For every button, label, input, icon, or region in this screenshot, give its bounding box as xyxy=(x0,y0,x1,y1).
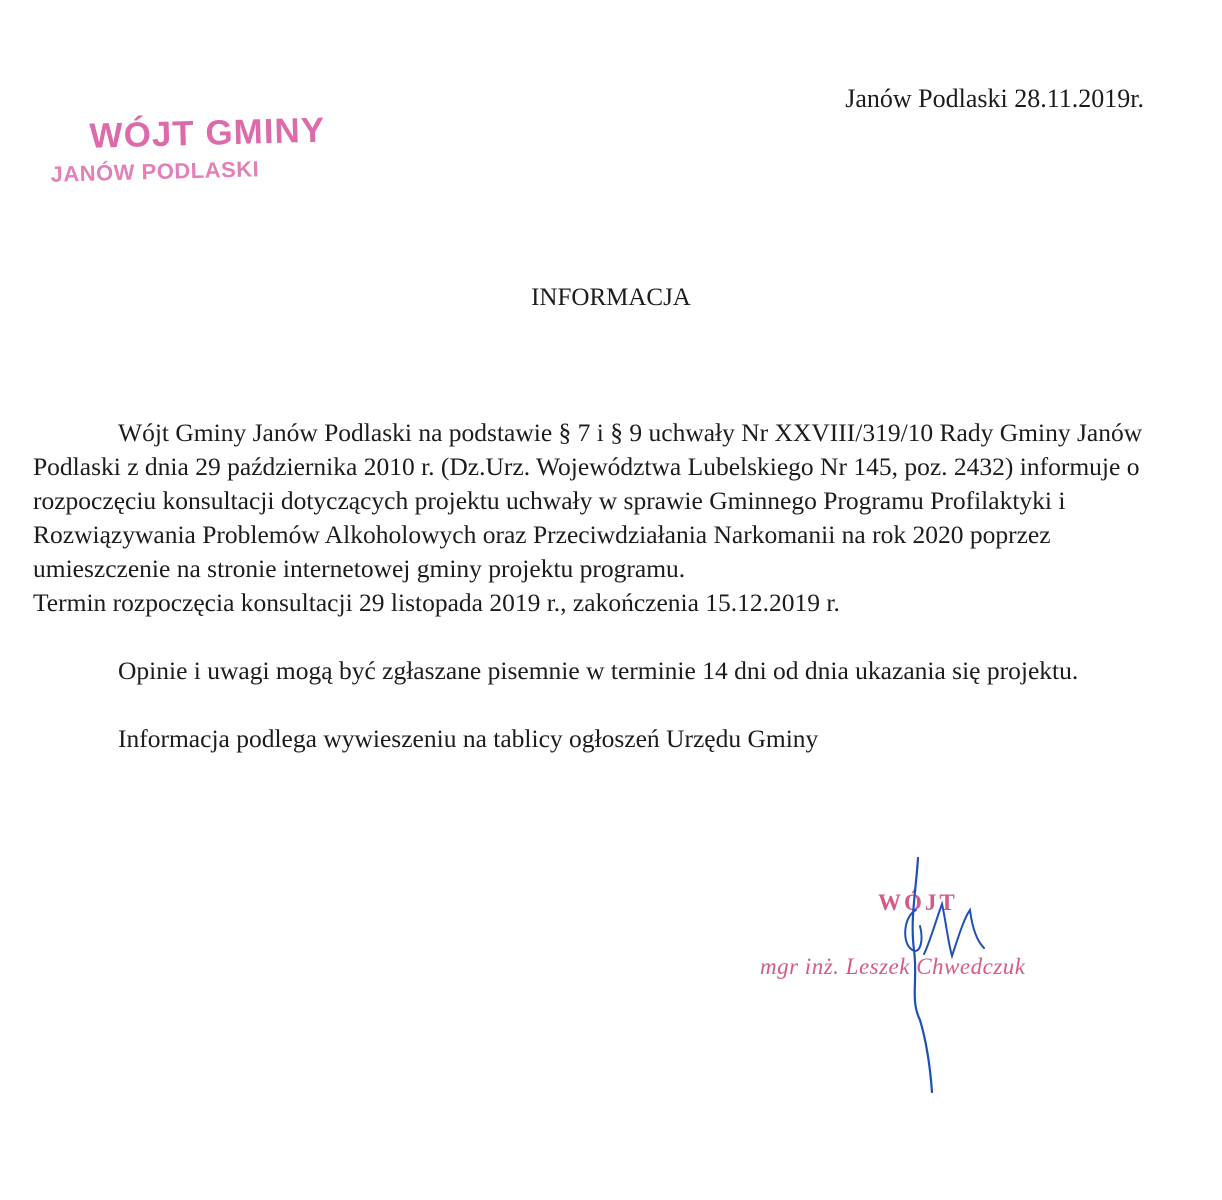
signature-icon xyxy=(880,850,1010,1100)
paragraph-spacer xyxy=(33,620,1153,654)
office-stamp-line1: WÓJT GMINY xyxy=(89,110,326,156)
office-stamp xyxy=(49,110,341,188)
paragraph-legal-basis: Wójt Gminy Janów Podlaski na podstawie § 7 i § 9 uchwały Nr XXVIII/319/10 Rady Gminy Janów Podlaski z dnia 29 października 2010 r. (Dz.Urz. Województwa Lubelskiego Nr 145, poz. 2432) informuje o rozpoczęciu konsultacji dotyczących projektu uchwały w sprawie Gminnego Programu Profilaktyki i Rozwiązywania Problemów Alkoholowych oraz Przeciwdziałania Narkomanii na rok 2020 poprzez umieszczenie na stronie internetowej gminy projektu programu. xyxy=(33,418,1143,583)
paragraph-posting: Informacja podlega wywieszeniu na tablicy ogłoszeń Urzędu Gminy xyxy=(118,724,819,753)
paragraph-consultation-dates: Termin rozpoczęcia konsultacji 29 listopada 2019 r., zakończenia 15.12.2019 r. xyxy=(33,588,840,617)
paragraph-opinions: Opinie i uwagi mogą być zgłaszane pisemnie w terminie 14 dni od dnia ukazania się projektu. xyxy=(118,656,1079,685)
document-date: Janów Podlaski 28.11.2019r. xyxy=(845,84,1144,113)
document-heading: INFORMACJA xyxy=(531,284,691,311)
office-stamp-line2: JANÓW PODLASKI xyxy=(50,156,260,187)
signature-stamp-name: mgr inż. Leszek Chwedczuk xyxy=(760,954,1026,979)
document-body xyxy=(33,416,1153,756)
paragraph-spacer xyxy=(33,688,1153,722)
signature-stamp-title: WÓJT xyxy=(878,890,958,915)
